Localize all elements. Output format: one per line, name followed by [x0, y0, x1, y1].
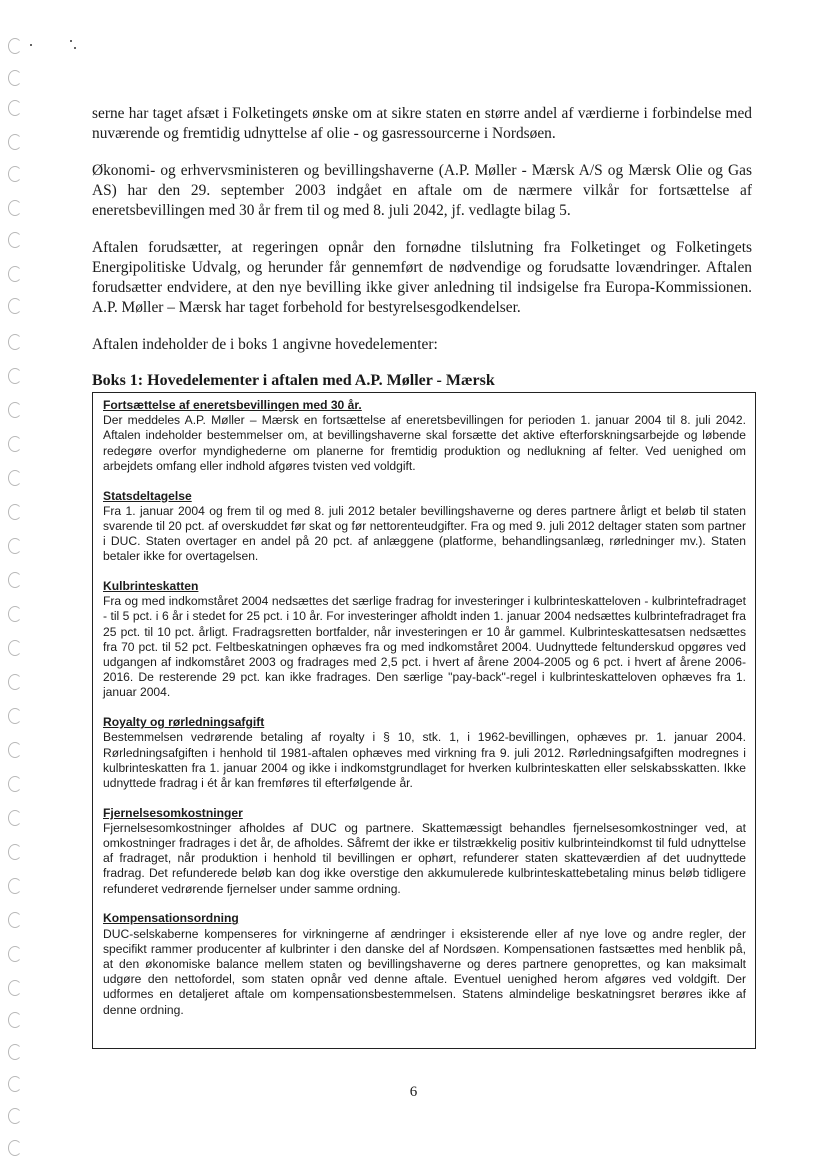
section-compensation-scheme	[103, 911, 746, 1017]
section-concession-extension	[103, 398, 746, 474]
punch-hole	[8, 504, 22, 520]
agreement-paragraph: Økonomi- og erhvervsministeren og bevillingshaverne (A.P. Møller - Mærsk A/S og Mærsk Olie og Gas AS) har den 29. september 2003 indgået en aftale om de nærmere vilkår for fortsættelse af eneretsbevillingen med 30 år frem til og med 8. juli 2042, jf. vedlagte bilag 5.	[92, 162, 752, 219]
section-heading: Fjernelsesomkostninger	[103, 805, 243, 820]
box-title: Boks 1: Hovedelementer i aftalen med A.P. Møller - Mærsk	[92, 372, 495, 389]
punch-hole	[8, 742, 22, 758]
punch-hole	[8, 640, 22, 656]
punch-hole	[8, 232, 22, 248]
punch-hole	[8, 368, 22, 384]
punch-hole-margin	[0, 0, 30, 1170]
section-hydrocarbon-tax	[103, 579, 746, 701]
intro-paragraph: serne har taget afsæt i Folketingets ønske om at sikre staten en større andel af værdierne i forbindelse med nuværende og fremtidig udnyttelse af olie - og gasressourcerne i Nordsøen.	[92, 105, 752, 142]
section-state-participation	[103, 489, 746, 565]
section-royalty-pipeline-tariff	[103, 715, 746, 791]
punch-hole	[8, 1044, 22, 1060]
punch-hole	[8, 810, 22, 826]
punch-hole	[8, 878, 22, 894]
page-number: 6	[409, 1084, 418, 1100]
punch-hole	[8, 266, 22, 282]
section-text: Fra og med indkomståret 2004 nedsættes det særlige fradrag for investeringer i kulbrinteskatteloven - kulbrintefradraget - til 5 pct. i 6 år i stedet for 25 pct. i 10 år. For investeringer afholdt inden 1. januar 2004 nedsættes kulbrintefradraget fra 25 pct. til 10 pct. årligt. Fradragsretten bortfalder, når investeringen er 10 år gammel. Kulbrinteskattesatsen nedsættes fra 70 pct. til 52 pct. Feltbeskatningen ophæves fra og med indkomståret 2004. Uudnyttede feltunderskud opgøres ved udgangen af indkomståret 2003 og fradrages med 2,5 pct. i hvert af årene 2004-2005 og 6 pct. i hvert af årene 2006-2016. De resterende 29 pct. kan ikke fradrages. Den særlige "pay-back"-regel i kulbrinteskatteloven ophæves fra 1. januar 2004.	[103, 594, 746, 700]
punch-hole	[8, 334, 22, 350]
section-decommissioning-costs	[103, 806, 746, 897]
punch-hole	[8, 100, 22, 116]
document-body	[92, 104, 752, 400]
scan-speck	[74, 47, 76, 49]
section-heading: Kulbrinteskatten	[103, 579, 199, 594]
punch-hole	[8, 200, 22, 216]
section-text: Fjernelsesomkostninger afholdes af DUC og partnere. Skattemæssigt behandles fjernelsesomkostninger ved, at omkostninger fradrages i det år, de afholdes. Såfremt der ikke er tilstrækkelig positiv kulbrinteindkomst til fuld udnyttelse af fradraget, når produktion i henhold til bevillingen er ophørt, refunderer staten skatteværdien af det uudnyttede fradrag. Det refunderede beløb kan dog ikke overstige den akkumulerede kulbrinteskattebetaling minus beløb tidligere refunderet vedrørende fjernelser under samme ordning.	[103, 820, 746, 896]
punch-hole	[8, 1140, 22, 1156]
punch-hole	[8, 166, 22, 182]
punch-hole	[8, 912, 22, 928]
punch-hole	[8, 538, 22, 554]
section-text: DUC-selskaberne kompenseres for virkningerne af ændringer i eksisterende eller af nye love og andre regler, der specifikt rammer producenter af kulbrinter i den danske del af Nordsøen. Kompensationen fastsættes med henblik på, at den økonomiske balance mellem staten og bevillingshaverne og deres partnere genoprettes, og kan maksimalt udgøre den nettofordel, som staten opnår ved denne aftale. Eventuel uenighed herom afgøres ved voldgift. Der udformes en detaljeret aftale om kompensationsbestemmelsen. Statens almindelige beskatningsret berøres ikke af denne ordning.	[103, 926, 746, 1017]
punch-hole	[8, 70, 22, 86]
punch-hole	[8, 572, 22, 588]
scan-speck	[70, 40, 72, 42]
section-heading: Fortsættelse af eneretsbevillingen med 30 år.	[103, 398, 362, 412]
section-heading: Kompensationsordning	[103, 911, 239, 926]
punch-hole	[8, 402, 22, 418]
section-text: Fra 1. januar 2004 og frem til og med 8. juli 2012 betaler bevillingshaverne og deres partnere årligt et beløb til staten svarende til 20 pct. af overskuddet før skat og før nettorenteudgifter. Fra og med 9. juli 2012 deltager staten som partner i DUC. Staten overtager en andel på 20 pct. af anlæggene (platforme, behandlingsanlæg, rørledninger mv.). Staten betaler ikke for overtagelsen.	[103, 503, 746, 564]
punch-hole	[8, 298, 22, 314]
punch-hole	[8, 606, 22, 622]
conditions-paragraph: Aftalen forudsætter, at regeringen opnår den fornødne tilslutning fra Folketinget og Folketingets Energipolitiske Udvalg, og herunder får gennemført de nødvendige og forudsatte lovændringer. Aftalen forudsætter endvidere, at den nye bevilling ikke giver anledning til indsigelse fra Europa-Kommissionen. A.P. Møller – Mærsk har taget forbehold for bestyrelsesgodkendelser.	[92, 239, 752, 316]
punch-hole	[8, 776, 22, 792]
section-heading: Royalty og rørledningsafgift	[103, 715, 265, 730]
punch-hole	[8, 708, 22, 724]
punch-hole	[8, 844, 22, 860]
section-heading: Statsdeltagelse	[103, 488, 192, 503]
punch-hole	[8, 134, 22, 150]
punch-hole	[8, 470, 22, 486]
punch-hole	[8, 1012, 22, 1028]
section-text: Bestemmelsen vedrørende betaling af royalty i § 10, stk. 1, i 1962-bevillingen, ophæves pr. 1. januar 2004. Rørledningsafgiften i henhold til 1981-aftalen ophæves med virkning fra 9. juli 2012. Rørledningsafgiften modregnes i kulbrinteskatten fra 1. januar 2004 og ikke i indkomstgrundlaget for hverken kulbrinteskatten eller selskabsskatten. Ikke udnyttede fradrag i ét år kan fremføres til efterfølgende år.	[103, 730, 746, 790]
punch-hole	[8, 38, 22, 54]
section-text: Der meddeles A.P. Møller – Mærsk en fortsættelse af eneretsbevillingen for perioden 1. januar 2004 til 8. juli 2042. Aftalen indeholder bestemmelser om, at bevillingshaverne skal forsætte det aktive efterforskningsarbejde og løbende redegøre overfor myndighederne om planerne for fremtidig produktion og nedlukning af felter. Ved uenighed om arbejdets omfang eller indhold afgøres tvisten ved voldgift.	[103, 413, 746, 473]
punch-hole	[8, 980, 22, 996]
punch-hole	[8, 946, 22, 962]
box-1-main-elements	[92, 392, 756, 1049]
punch-hole	[8, 674, 22, 690]
punch-hole	[8, 436, 22, 452]
box-reference-paragraph: Aftalen indeholder de i boks 1 angivne hovedelementer:	[92, 336, 438, 353]
punch-hole	[8, 1108, 22, 1124]
scan-speck	[30, 44, 32, 46]
